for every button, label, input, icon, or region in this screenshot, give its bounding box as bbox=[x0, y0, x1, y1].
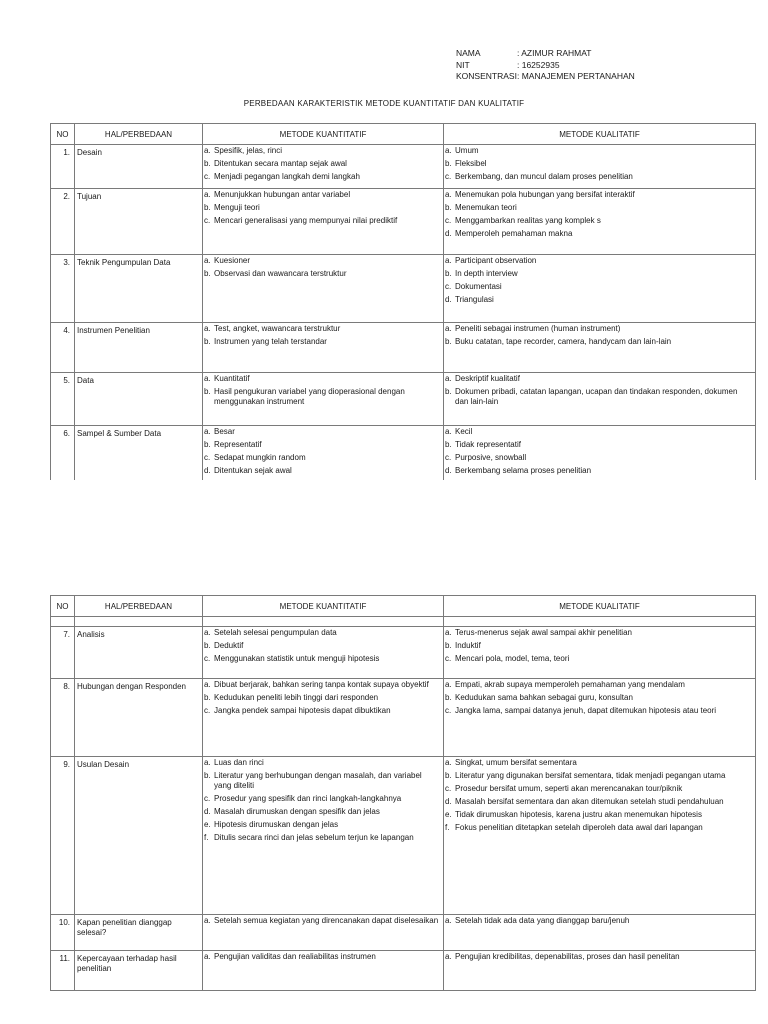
row-number: 3. bbox=[51, 255, 75, 323]
item-text: Hasil pengukuran variabel yang dioperasional dengan menggunakan instrument bbox=[214, 387, 405, 406]
col-header-kuantitatif: METODE KUANTITATIF bbox=[203, 124, 444, 145]
item-text: Singkat, umum bersifat sementara bbox=[455, 758, 577, 767]
list-item bbox=[204, 387, 443, 407]
item-text: Menunjukkan hubungan antar variabel bbox=[214, 190, 351, 199]
item-letter: a. bbox=[204, 628, 211, 637]
item-letter: b. bbox=[204, 269, 211, 278]
list-item bbox=[204, 324, 443, 334]
list-item bbox=[445, 282, 755, 292]
item-letter: b. bbox=[445, 337, 452, 346]
table-row bbox=[51, 627, 756, 679]
item-text: Purposive, snowball bbox=[455, 453, 527, 462]
item-text: Deskriptif kualitatif bbox=[455, 374, 520, 383]
list-item bbox=[445, 706, 755, 716]
item-text: Masalah bersifat sementara dan akan ditemukan setelah studi pendahuluan bbox=[455, 797, 724, 806]
list-item bbox=[445, 797, 755, 807]
list-item bbox=[445, 203, 755, 213]
list-item bbox=[445, 216, 755, 226]
row-aspect: Hubungan dengan Responden bbox=[75, 679, 203, 757]
row-number: 6. bbox=[51, 426, 75, 480]
item-letter: c. bbox=[445, 784, 452, 793]
list-item bbox=[204, 256, 443, 266]
quantitative-cell bbox=[203, 757, 444, 915]
row-aspect: Kapan penelitian dianggap selesai? bbox=[75, 915, 203, 951]
col-header-no: NO bbox=[51, 596, 75, 617]
quantitative-cell bbox=[203, 627, 444, 679]
item-text: Representatif bbox=[214, 440, 262, 449]
konsentrasi-value: : MANAJEMEN PERTANAHAN bbox=[517, 71, 635, 81]
item-text: Spesifik, jelas, rinci bbox=[214, 146, 283, 155]
list-item bbox=[204, 203, 443, 213]
list-item bbox=[204, 159, 443, 169]
list-item bbox=[204, 680, 443, 690]
item-letter: a. bbox=[445, 256, 452, 265]
item-text: Induktif bbox=[455, 641, 481, 650]
table-row bbox=[51, 189, 756, 255]
row-number: 10. bbox=[51, 915, 75, 951]
table-row bbox=[51, 915, 756, 951]
item-letter: d. bbox=[445, 229, 452, 238]
item-text: Prosedur bersifat umum, seperti akan merencanakan tour/piknik bbox=[455, 784, 683, 793]
comparison-table-page-1 bbox=[50, 123, 756, 480]
list-item bbox=[445, 628, 755, 638]
list-item bbox=[445, 916, 755, 926]
col-header-kuantitatif: METODE KUANTITATIF bbox=[203, 596, 444, 617]
item-text: Menggunakan statistik untuk menguji hipotesis bbox=[214, 654, 380, 663]
list-item bbox=[204, 427, 443, 437]
item-letter: c. bbox=[445, 282, 452, 291]
list-item bbox=[445, 190, 755, 200]
item-text: Setelah selesai pengumpulan data bbox=[214, 628, 337, 637]
item-text: Menemukan teori bbox=[455, 203, 517, 212]
list-item bbox=[204, 440, 443, 450]
item-text: In depth interview bbox=[455, 269, 518, 278]
item-letter: e. bbox=[204, 820, 211, 829]
list-item bbox=[204, 820, 443, 830]
item-letter: d. bbox=[204, 466, 211, 475]
item-text: Dokumentasi bbox=[455, 282, 502, 291]
item-letter: c. bbox=[204, 453, 211, 462]
item-text: Sedapat mungkin random bbox=[214, 453, 306, 462]
nit-label: NIT bbox=[456, 59, 470, 70]
item-text: Literatur yang berhubungan dengan masalah, dan variabel yang diteliti bbox=[214, 771, 422, 790]
item-text: Observasi dan wawancara terstruktur bbox=[214, 269, 347, 278]
list-item bbox=[204, 654, 443, 664]
row-number: 2. bbox=[51, 189, 75, 255]
list-item bbox=[445, 693, 755, 703]
row-number: 9. bbox=[51, 757, 75, 915]
row-aspect: Tujuan bbox=[75, 189, 203, 255]
item-letter: a. bbox=[204, 256, 211, 265]
item-letter: b. bbox=[204, 203, 211, 212]
item-letter: a. bbox=[445, 758, 452, 767]
item-text: Mencari generalisasi yang mempunyai nilai prediktif bbox=[214, 216, 398, 225]
quantitative-cell bbox=[203, 373, 444, 426]
qualitative-cell bbox=[444, 145, 756, 189]
table-row bbox=[51, 426, 756, 480]
row-number: 11. bbox=[51, 951, 75, 991]
item-letter: c. bbox=[445, 172, 452, 181]
list-item bbox=[445, 229, 755, 239]
item-letter: b. bbox=[204, 159, 211, 168]
item-text: Umum bbox=[455, 146, 479, 155]
name-label: NAMA bbox=[456, 48, 481, 58]
item-text: Ditulis secara rinci dan jelas sebelum terjun ke lapangan bbox=[214, 833, 414, 842]
item-text: Tidak representatif bbox=[455, 440, 521, 449]
item-letter: b. bbox=[445, 641, 452, 650]
item-text: Triangulasi bbox=[455, 295, 494, 304]
item-letter: d. bbox=[445, 295, 452, 304]
item-text: Peneliti sebagai instrumen (human instrument) bbox=[455, 324, 621, 333]
item-letter: a. bbox=[204, 146, 211, 155]
qualitative-cell bbox=[444, 915, 756, 951]
row-number: 4. bbox=[51, 323, 75, 373]
item-text: Menggambarkan realitas yang komplek s bbox=[455, 216, 601, 225]
list-item bbox=[204, 807, 443, 817]
item-text: Kecil bbox=[455, 427, 473, 436]
item-text: Memperoleh pemahaman makna bbox=[455, 229, 573, 238]
row-number: 5. bbox=[51, 373, 75, 426]
qualitative-cell bbox=[444, 255, 756, 323]
list-item bbox=[445, 810, 755, 820]
list-item bbox=[445, 172, 755, 182]
list-item bbox=[445, 387, 755, 407]
list-item bbox=[445, 823, 755, 833]
item-letter: a. bbox=[204, 916, 211, 925]
qualitative-cell bbox=[444, 951, 756, 991]
row-aspect: Usulan Desain bbox=[75, 757, 203, 915]
item-text: Terus-menerus sejak awal sampai akhir penelitian bbox=[455, 628, 632, 637]
list-item bbox=[204, 916, 443, 926]
item-letter: b. bbox=[204, 771, 211, 780]
qualitative-cell bbox=[444, 757, 756, 915]
item-letter: b. bbox=[445, 693, 452, 702]
table-row bbox=[51, 255, 756, 323]
item-letter: f. bbox=[204, 833, 209, 842]
item-letter: a. bbox=[445, 952, 452, 961]
item-text: Kuesioner bbox=[214, 256, 251, 265]
list-item bbox=[445, 146, 755, 156]
item-letter: a. bbox=[445, 374, 452, 383]
comparison-table-page-2 bbox=[50, 595, 756, 991]
list-item bbox=[445, 952, 755, 962]
item-text: Jangka pendek sampai hipotesis dapat dibuktikan bbox=[214, 706, 391, 715]
item-letter: b. bbox=[445, 203, 452, 212]
row-aspect: Sampel & Sumber Data bbox=[75, 426, 203, 480]
table-row bbox=[51, 145, 756, 189]
list-item bbox=[445, 680, 755, 690]
item-text: Ditentukan secara mantap sejak awal bbox=[214, 159, 347, 168]
item-text: Menemukan pola hubungan yang bersifat interaktif bbox=[455, 190, 635, 199]
item-letter: a. bbox=[204, 190, 211, 199]
item-letter: b. bbox=[445, 387, 452, 396]
item-text: Prosedur yang spesifik dan rinci langkah-langkahnya bbox=[214, 794, 402, 803]
col-header-no: NO bbox=[51, 124, 75, 145]
qualitative-cell bbox=[444, 627, 756, 679]
item-text: Kedudukan peneliti lebih tinggi dari responden bbox=[214, 693, 379, 702]
qualitative-cell bbox=[444, 679, 756, 757]
list-item bbox=[204, 628, 443, 638]
item-letter: a. bbox=[445, 916, 452, 925]
item-text: Mencari pola, model, tema, teori bbox=[455, 654, 570, 663]
list-item bbox=[204, 269, 443, 279]
item-letter: e. bbox=[445, 810, 452, 819]
item-letter: a. bbox=[204, 374, 211, 383]
qualitative-cell bbox=[444, 373, 756, 426]
list-item bbox=[204, 146, 443, 156]
list-item bbox=[445, 427, 755, 437]
list-item bbox=[445, 466, 755, 476]
qualitative-cell bbox=[444, 323, 756, 373]
item-text: Luas dan rinci bbox=[214, 758, 264, 767]
row-aspect: Analisis bbox=[75, 627, 203, 679]
quantitative-cell bbox=[203, 951, 444, 991]
list-item bbox=[445, 269, 755, 279]
table-row bbox=[51, 951, 756, 991]
item-letter: b. bbox=[204, 387, 211, 396]
item-letter: d. bbox=[204, 807, 211, 816]
col-header-kualitatif: METODE KUALITATIF bbox=[444, 596, 756, 617]
item-letter: a. bbox=[445, 324, 452, 333]
item-letter: c. bbox=[445, 654, 452, 663]
quantitative-cell bbox=[203, 915, 444, 951]
item-letter: c. bbox=[445, 216, 452, 225]
item-letter: c. bbox=[445, 706, 452, 715]
item-letter: b. bbox=[445, 440, 452, 449]
table-header-row bbox=[51, 124, 756, 145]
spacer-row bbox=[51, 617, 756, 627]
list-item bbox=[445, 453, 755, 463]
item-text: Dokumen pribadi, catatan lapangan, ucapan dan tindakan responden, dokumen dan lain-lain bbox=[455, 387, 738, 406]
col-header-hal: HAL/PERBEDAAN bbox=[75, 124, 203, 145]
list-item bbox=[204, 190, 443, 200]
item-text: Empati, akrab supaya memperoleh pemahaman yang mendalam bbox=[455, 680, 685, 689]
list-item bbox=[445, 758, 755, 768]
item-text: Participant observation bbox=[455, 256, 537, 265]
item-letter: b. bbox=[445, 269, 452, 278]
item-text: Pengujian kredibilitas, depenabilitas, proses dan hasil penelitan bbox=[455, 952, 680, 961]
item-letter: a. bbox=[445, 427, 452, 436]
row-aspect: Instrumen Penelitian bbox=[75, 323, 203, 373]
item-text: Kuantitatif bbox=[214, 374, 250, 383]
list-item bbox=[445, 440, 755, 450]
item-text: Literatur yang digunakan bersifat sementara, tidak menjadi pegangan utama bbox=[455, 771, 726, 780]
list-item bbox=[204, 374, 443, 384]
list-item bbox=[445, 324, 755, 334]
row-number: 1. bbox=[51, 145, 75, 189]
item-letter: c. bbox=[204, 216, 211, 225]
item-letter: c. bbox=[204, 172, 211, 181]
item-text: Berkembang, dan muncul dalam proses penelitian bbox=[455, 172, 633, 181]
list-item bbox=[204, 794, 443, 804]
table-row bbox=[51, 679, 756, 757]
document-title: PERBEDAAN KARAKTERISTIK METODE KUANTITATIF DAN KUALITATIF bbox=[243, 99, 525, 108]
list-item bbox=[445, 654, 755, 664]
list-item bbox=[204, 641, 443, 651]
list-item bbox=[204, 216, 443, 226]
item-letter: c. bbox=[204, 654, 211, 663]
item-letter: a. bbox=[204, 427, 211, 436]
list-item bbox=[445, 159, 755, 169]
col-header-hal: HAL/PERBEDAAN bbox=[75, 596, 203, 617]
item-text: Menguji teori bbox=[214, 203, 260, 212]
list-item bbox=[445, 771, 755, 781]
row-aspect: Kepercayaan terhadap hasil penelitian bbox=[75, 951, 203, 991]
item-letter: c. bbox=[204, 794, 211, 803]
item-letter: b. bbox=[204, 440, 211, 449]
item-letter: d. bbox=[445, 797, 452, 806]
quantitative-cell bbox=[203, 189, 444, 255]
item-text: Fleksibel bbox=[455, 159, 487, 168]
quantitative-cell bbox=[203, 679, 444, 757]
item-letter: b. bbox=[445, 771, 452, 780]
item-letter: c. bbox=[204, 706, 211, 715]
identity-header bbox=[456, 48, 635, 83]
item-text: Dibuat berjarak, bahkan sering tanpa kontak supaya obyektif bbox=[214, 680, 429, 689]
row-aspect: Data bbox=[75, 373, 203, 426]
item-letter: a. bbox=[204, 324, 211, 333]
row-number: 7. bbox=[51, 627, 75, 679]
quantitative-cell bbox=[203, 426, 444, 480]
item-letter: a. bbox=[204, 758, 211, 767]
list-item bbox=[445, 337, 755, 347]
item-text: Fokus penelitian ditetapkan setelah diperoleh data awal dari lapangan bbox=[455, 823, 703, 832]
nit-value: : 16252935 bbox=[517, 59, 560, 70]
list-item bbox=[204, 337, 443, 347]
quantitative-cell bbox=[203, 255, 444, 323]
item-text: Pengujian validitas dan realiabilitas instrumen bbox=[214, 952, 376, 961]
item-letter: a. bbox=[204, 952, 211, 961]
list-item bbox=[445, 784, 755, 794]
list-item bbox=[204, 693, 443, 703]
qualitative-cell bbox=[444, 189, 756, 255]
item-text: Kedudukan sama bahkan sebagai guru, konsultan bbox=[455, 693, 633, 702]
item-text: Berkembang selama proses penelitian bbox=[455, 466, 592, 475]
item-text: Setelah tidak ada data yang dianggap baru/jenuh bbox=[455, 916, 630, 925]
list-item bbox=[445, 295, 755, 305]
item-letter: b. bbox=[204, 337, 211, 346]
list-item bbox=[204, 771, 443, 791]
item-text: Jangka lama, sampai datanya jenuh, dapat ditemukan hipotesis atau teori bbox=[455, 706, 717, 715]
table-row bbox=[51, 757, 756, 915]
item-text: Buku catatan, tape recorder, camera, handycam dan lain-lain bbox=[455, 337, 672, 346]
item-letter: a. bbox=[204, 680, 211, 689]
list-item bbox=[204, 706, 443, 716]
table-header-row bbox=[51, 596, 756, 617]
col-header-kualitatif: METODE KUALITATIF bbox=[444, 124, 756, 145]
item-text: Instrumen yang telah terstandar bbox=[214, 337, 327, 346]
item-letter: a. bbox=[445, 146, 452, 155]
item-letter: b. bbox=[204, 693, 211, 702]
item-letter: b. bbox=[445, 159, 452, 168]
item-text: Deduktif bbox=[214, 641, 244, 650]
list-item bbox=[204, 758, 443, 768]
table-row bbox=[51, 323, 756, 373]
table-row bbox=[51, 373, 756, 426]
item-text: Menjadi pegangan langkah demi langkah bbox=[214, 172, 360, 181]
list-item bbox=[204, 453, 443, 463]
row-number: 8. bbox=[51, 679, 75, 757]
konsentrasi-label: KONSENTRASI bbox=[456, 71, 517, 81]
list-item bbox=[445, 641, 755, 651]
quantitative-cell bbox=[203, 145, 444, 189]
item-letter: b. bbox=[204, 641, 211, 650]
list-item bbox=[204, 833, 443, 843]
item-letter: c. bbox=[445, 453, 452, 462]
row-aspect: Desain bbox=[75, 145, 203, 189]
item-letter: a. bbox=[445, 628, 452, 637]
list-item bbox=[445, 256, 755, 266]
list-item bbox=[445, 374, 755, 384]
item-letter: a. bbox=[445, 680, 452, 689]
item-letter: f. bbox=[445, 823, 450, 832]
item-text: Ditentukan sejak awal bbox=[214, 466, 292, 475]
qualitative-cell bbox=[444, 426, 756, 480]
quantitative-cell bbox=[203, 323, 444, 373]
item-letter: d. bbox=[445, 466, 452, 475]
item-text: Masalah dirumuskan dengan spesifik dan jelas bbox=[214, 807, 380, 816]
item-text: Setelah semua kegiatan yang direncanakan dapat diselesaikan bbox=[214, 916, 439, 925]
item-text: Test, angket, wawancara terstruktur bbox=[214, 324, 341, 333]
list-item bbox=[204, 466, 443, 476]
item-text: Tidak dirumuskan hipotesis, karena justru akan menemukan hipotesis bbox=[455, 810, 702, 819]
item-letter: a. bbox=[445, 190, 452, 199]
name-value: : AZIMUR RAHMAT bbox=[517, 48, 592, 58]
row-aspect: Teknik Pengumpulan Data bbox=[75, 255, 203, 323]
item-text: Hipotesis dirumuskan dengan jelas bbox=[214, 820, 339, 829]
list-item bbox=[204, 952, 443, 962]
item-text: Besar bbox=[214, 427, 235, 436]
list-item bbox=[204, 172, 443, 182]
